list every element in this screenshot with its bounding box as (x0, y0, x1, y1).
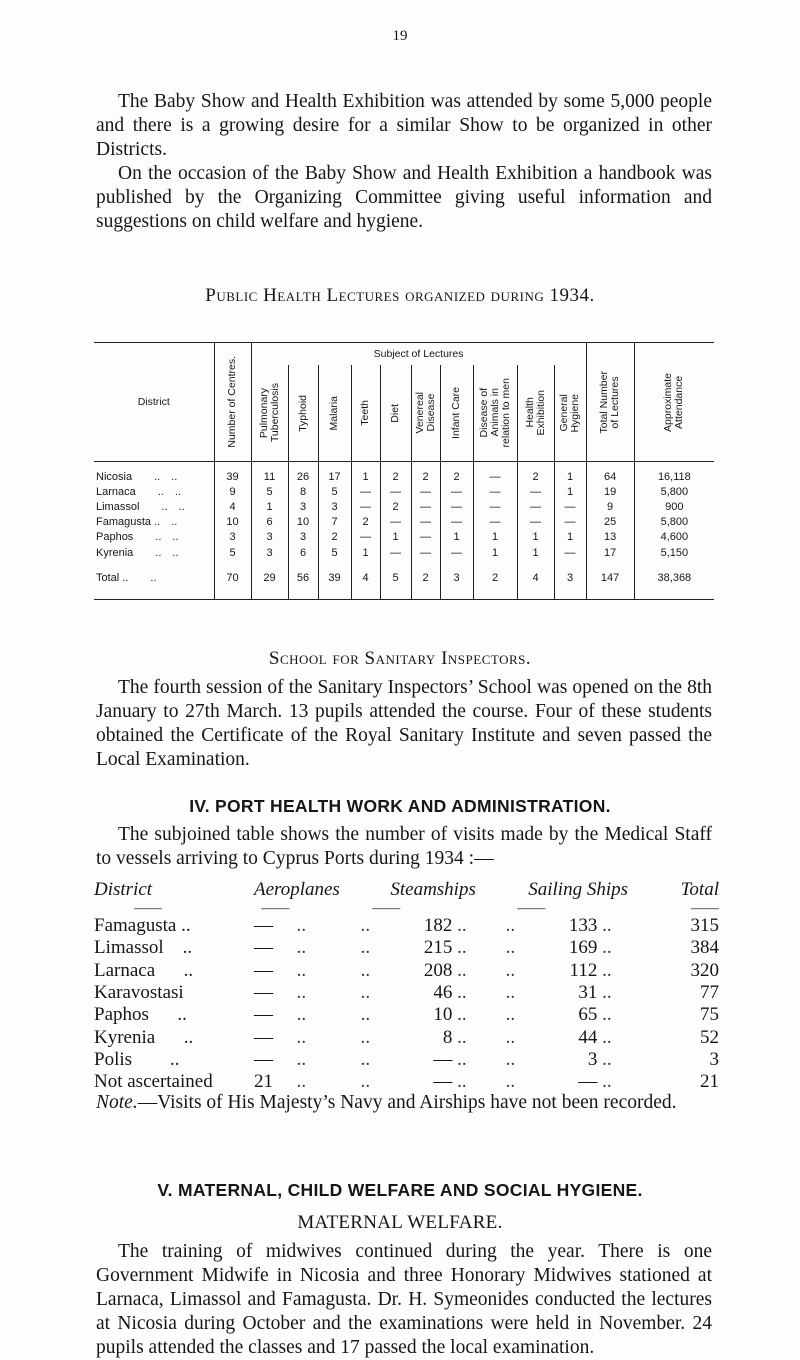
visits-total-cell: 77 (700, 982, 719, 1004)
visits-district-cell: Not ascertained (94, 1071, 213, 1093)
table-cell: 5 (380, 567, 411, 589)
lectures-heading: Public Health Lectures organized during 1934. (205, 285, 595, 306)
leader-dots: .. (360, 1071, 371, 1093)
table-cell: 11 (251, 469, 288, 484)
subject-header: Typhoid (288, 365, 318, 462)
table-cell: — (411, 530, 440, 545)
leader-dots: .. (505, 982, 516, 1004)
table-cell: 1 (351, 469, 380, 484)
note-label: Note. (96, 1092, 138, 1113)
table-cell: 2 (473, 567, 517, 589)
table-cell: 2 (517, 469, 554, 484)
visits-district-cell: Polis .. (94, 1048, 180, 1070)
visits-total-cell: 52 (700, 1026, 719, 1048)
visits-steam-cell: — (433, 1071, 453, 1093)
district-cell: Paphos .. .. (94, 530, 214, 545)
visits-steam-cell: 208 (423, 959, 453, 981)
table-cell: 8 (288, 484, 318, 499)
subject-header: Disease of Animals in relation to men (473, 365, 517, 462)
visits-row (94, 1049, 719, 1071)
table-cell: 3 (288, 499, 318, 514)
visits-row (94, 1071, 719, 1093)
leader-dots: .. (505, 1071, 516, 1093)
table-cell: 3 (251, 545, 288, 560)
visits-total-cell: 21 (700, 1071, 719, 1093)
table-cell: 5 (318, 545, 351, 560)
table-cell: 39 (214, 469, 251, 484)
visits-sail-cell: 3 (587, 1048, 598, 1070)
visits-aero-cell: — (253, 937, 273, 959)
table-cell: — (440, 484, 473, 499)
visits-row (94, 915, 719, 937)
visits-row (94, 937, 719, 959)
visits-aero-cell: — (253, 1026, 273, 1048)
subject-header: Malaria (318, 365, 351, 462)
maternal-paragraph (96, 1240, 712, 1360)
visits-steam-cell: 215 (423, 937, 453, 959)
table-cell: 17 (318, 469, 351, 484)
leader-dots: .. (360, 937, 371, 959)
visits-district-cell: Karavostasi (94, 982, 184, 1004)
table-cell: 1 (473, 545, 517, 560)
visits-district-header: District (94, 879, 153, 900)
visits-note (96, 1092, 716, 1114)
leader-dots: .. (597, 915, 612, 937)
table-cell: — (473, 484, 517, 499)
table-cell: 26 (288, 469, 318, 484)
port-text: The subjoined table shows the number of visits made by the Medical Staff to vessels arriving to Cyprus Ports during 1934 :— (96, 824, 712, 869)
leader-dots: .. (505, 1004, 516, 1026)
leader-dots: .. (597, 1004, 612, 1026)
leader-dots: .. (505, 1048, 516, 1070)
table-cell: — (411, 515, 440, 530)
table-cell: 5,150 (660, 546, 689, 559)
subject-header: Venereal Disease (411, 365, 440, 462)
table-cell: 3 (554, 567, 586, 589)
intro-paragraph-1 (96, 90, 712, 162)
table-cell: 2 (411, 469, 440, 484)
table-cell: — (517, 484, 554, 499)
table-cell: — (440, 515, 473, 530)
intro-text-2: On the occasion of the Baby Show and Health Exhibition a handbook was published by the Organizing Committee giving useful information and suggestions on child welfare and hygiene. (96, 163, 712, 232)
visits-district-cell: Larnaca .. (94, 959, 194, 981)
table-cell: — (473, 499, 517, 514)
table-cell: 3 (251, 530, 288, 545)
table-cell: 29 (251, 567, 288, 589)
table-cell: 2 (440, 469, 473, 484)
table-cell: — (351, 530, 380, 545)
leader-dots: .. (296, 982, 307, 1004)
visits-steam-cell: 182 (423, 915, 453, 937)
table-cell: 2 (380, 469, 411, 484)
leader-dots: .. (360, 1026, 371, 1048)
visits-aero-cell: — (253, 1004, 273, 1026)
table-cell: 70 (214, 567, 251, 589)
table-cell: 3 (214, 530, 251, 545)
col-total-header: Total Number of Lectures (586, 343, 634, 462)
table-cell: 1 (554, 484, 586, 499)
table-cell: — (351, 484, 380, 499)
table-cell: 4 (517, 567, 554, 589)
visits-total-cell: 315 (690, 915, 719, 937)
table-cell: — (517, 515, 554, 530)
table-cell: 13 (586, 530, 634, 545)
leader-dots: .. (597, 1048, 612, 1070)
leader-dots: .. (452, 1071, 467, 1093)
school-paragraph (96, 676, 712, 772)
leader-dots: .. (296, 1026, 307, 1048)
subject-header: Teeth (351, 365, 380, 462)
visits-total-cell: 75 (700, 1004, 719, 1026)
visits-sail-cell: 31 (578, 982, 598, 1004)
visits-aero-cell: — (253, 959, 273, 981)
school-text: The fourth session of the Sanitary Inspectors’ School was opened on the 8th January to 27th March. 13 pupils attended the course. Four of these students obtained the Certificate of the Royal Sanitary Institute and seven passed the Local Examination. (96, 677, 712, 770)
maternal-text: The training of midwives continued during the year. There is one Government Midwife in Nicosia and three Honorary Midwives stationed at Larnaca, Limassol and Famagusta. Dr. H. Symeonides conducted the lectures at Nicosia during October and the examinations were held in November. 24 pupils attended the classes and 17 passed the local examination. (96, 1241, 712, 1358)
table-cell: 17 (586, 545, 634, 560)
leader-dots: .. (452, 937, 467, 959)
page-number: 19 (392, 28, 408, 44)
table-cell: — (411, 499, 440, 514)
table-cell: — (517, 499, 554, 514)
note-text: —Visits of His Majesty’s Navy and Airships have not been recorded. (137, 1092, 677, 1113)
visits-total-header: Total (680, 879, 719, 900)
spacer-row (94, 589, 714, 600)
leader-dots: .. (296, 937, 307, 959)
district-cell: Nicosia .. .. (94, 469, 214, 484)
table-cell: — (380, 484, 411, 499)
visits-total-cell: 384 (690, 937, 719, 959)
table-row (94, 469, 714, 484)
visits-district-cell: Paphos .. (94, 1004, 187, 1026)
visits-total-cell: 3 (709, 1048, 719, 1070)
leader-dots: .. (452, 1004, 467, 1026)
table-cell: 5,800 (660, 485, 689, 498)
visits-district-cell: Famagusta .. (94, 915, 191, 937)
leader-dots: .. (597, 937, 612, 959)
col-district-header: District (94, 343, 214, 462)
leader-dots: .. (452, 982, 467, 1004)
visits-row (94, 1026, 719, 1048)
leader-dots: .. (296, 1048, 307, 1070)
table-row (94, 499, 714, 514)
table-cell: 56 (288, 567, 318, 589)
visits-steam-cell: 46 (433, 982, 453, 1004)
visits-row (94, 960, 719, 982)
table-cell: 5 (251, 484, 288, 499)
table-cell: 147 (586, 567, 634, 589)
leader-dots: .. (360, 959, 371, 981)
visits-steam-cell: 10 (433, 1004, 453, 1026)
table-cell: 2 (380, 499, 411, 514)
table-cell: 1 (351, 545, 380, 560)
district-cell: Total .. .. (94, 567, 214, 589)
leader-dots: .. (597, 1026, 612, 1048)
district-cell: Kyrenia .. .. (94, 545, 214, 560)
visits-steam-cell: — (433, 1048, 453, 1070)
leader-dots: .. (505, 959, 516, 981)
table-cell: 9 (586, 499, 634, 514)
subject-header: Infant Care (440, 365, 473, 462)
table-cell: 1 (554, 530, 586, 545)
subject-header: Pulmonary Tuberculosis (251, 365, 288, 462)
table-cell: 5,800 (660, 516, 689, 529)
subject-header: General Hygiene (554, 365, 586, 462)
district-cell: Famagusta .. .. (94, 515, 214, 530)
leader-dots: .. (452, 1048, 467, 1070)
leader-dots: .. (360, 982, 371, 1004)
visits-sail-cell: 133 (568, 915, 598, 937)
spacer-row (94, 560, 714, 567)
table-cell: 16,118 (657, 470, 691, 483)
table-cell: 900 (665, 500, 684, 513)
leader-dots: .. (597, 959, 612, 981)
visits-aero-cell: — (253, 915, 273, 937)
table-row (94, 484, 714, 499)
district-cell: Limassol .. .. (94, 499, 214, 514)
table-cell: 10 (214, 515, 251, 530)
visits-table (94, 877, 719, 1093)
table-cell: 1 (554, 469, 586, 484)
leader-dots: .. (597, 982, 612, 1004)
visits-district-cell: Kyrenia .. (94, 1026, 194, 1048)
table-cell: — (473, 469, 517, 484)
table-cell: 9 (214, 484, 251, 499)
intro-paragraph-2 (96, 162, 712, 234)
table-cell: 2 (318, 530, 351, 545)
table-cell: 5 (214, 545, 251, 560)
table-cell: — (351, 499, 380, 514)
subject-header: Diet (380, 365, 411, 462)
port-paragraph (96, 823, 712, 871)
table-cell: — (473, 515, 517, 530)
leader-dots: .. (360, 1048, 371, 1070)
table-cell: 2 (411, 567, 440, 589)
maternal-heading: V. MATERNAL, CHILD WELFARE AND SOCIAL HYGIENE. (157, 1180, 643, 1200)
table-cell: — (440, 499, 473, 514)
table-cell: 1 (251, 499, 288, 514)
table-cell: 4 (351, 567, 380, 589)
leader-dots: .. (360, 915, 371, 937)
leader-dots: .. (296, 959, 307, 981)
visits-aero-cell: — (253, 1048, 273, 1070)
visits-aero-cell: — (253, 982, 273, 1004)
leader-dots: .. (360, 1004, 371, 1026)
col-subject-header: Subject of Lectures (251, 343, 586, 366)
visits-row (94, 982, 719, 1004)
table-cell: 1 (473, 530, 517, 545)
maternal-subheading: MATERNAL WELFARE. (297, 1212, 503, 1233)
table-cell: 10 (288, 515, 318, 530)
intro-text-1: The Baby Show and Health Exhibition was attended by some 5,000 people and there is a growing desire for a similar Show to be organized in other Districts. (96, 91, 712, 160)
visits-total-cell: 320 (690, 959, 719, 981)
header-rule-row: —— —— —— —— —— (134, 901, 719, 916)
leader-dots: .. (505, 915, 516, 937)
port-heading: IV. PORT HEALTH WORK AND ADMINISTRATION. (189, 796, 611, 816)
visits-steam-cell: 8 (442, 1026, 453, 1048)
table-cell: 1 (440, 530, 473, 545)
visits-sailing-header: Sailing Ships (528, 879, 629, 900)
table-cell: 6 (288, 545, 318, 560)
subject-header: Health Exhibition (517, 365, 554, 462)
leader-dots: .. (452, 959, 467, 981)
spacer-row (94, 462, 714, 470)
table-cell: — (554, 499, 586, 514)
total-row (94, 567, 714, 589)
visits-sail-cell: — (578, 1071, 598, 1093)
table-row (94, 530, 714, 545)
table-cell: — (380, 515, 411, 530)
table-cell: 3 (318, 499, 351, 514)
table-cell: 1 (517, 545, 554, 560)
visits-aeroplanes-header: Aeroplanes (253, 879, 340, 900)
table-cell: 38,368 (657, 572, 692, 585)
table-cell: — (411, 484, 440, 499)
table-cell: 4,600 (660, 531, 689, 544)
leader-dots: .. (452, 1026, 467, 1048)
table-cell: — (554, 545, 586, 560)
table-row (94, 515, 714, 530)
table-cell: — (380, 545, 411, 560)
visits-aero-cell: 21 (253, 1071, 273, 1093)
leader-dots: .. (296, 1071, 307, 1093)
leader-dots: .. (597, 1071, 612, 1093)
table-cell: — (411, 545, 440, 560)
leader-dots: .. (296, 915, 307, 937)
leader-dots: .. (505, 1026, 516, 1048)
table-cell: 2 (351, 515, 380, 530)
table-cell: 1 (380, 530, 411, 545)
table-cell: 6 (251, 515, 288, 530)
col-centres-header: Number of Centres. (214, 343, 251, 462)
table-cell: 3 (288, 530, 318, 545)
district-cell: Larnaca .. .. (94, 484, 214, 499)
col-attendance-header: Approximate Attendance (662, 372, 686, 432)
visits-row (94, 1004, 719, 1026)
visits-sail-cell: 112 (569, 959, 598, 981)
table-row (94, 545, 714, 560)
leader-dots: .. (452, 915, 467, 937)
leader-dots: .. (505, 937, 516, 959)
table-cell: 39 (318, 567, 351, 589)
table-cell: 1 (517, 530, 554, 545)
table-cell: 64 (586, 469, 634, 484)
table-cell: 25 (586, 515, 634, 530)
table-cell: 7 (318, 515, 351, 530)
table-cell: 19 (586, 484, 634, 499)
table-cell: 3 (440, 567, 473, 589)
visits-steamships-header: Steamships (390, 879, 476, 900)
visits-sail-cell: 169 (568, 937, 598, 959)
table-cell: 4 (214, 499, 251, 514)
leader-dots: .. (296, 1004, 307, 1026)
visits-district-cell: Limassol .. (94, 937, 193, 959)
school-heading: School for Sanitary Inspectors. (268, 648, 532, 669)
table-cell: — (554, 515, 586, 530)
visits-sail-cell: 65 (578, 1004, 598, 1026)
table-cell: 5 (318, 484, 351, 499)
visits-sail-cell: 44 (578, 1026, 598, 1048)
table-cell: — (440, 545, 473, 560)
lectures-table (94, 342, 714, 600)
